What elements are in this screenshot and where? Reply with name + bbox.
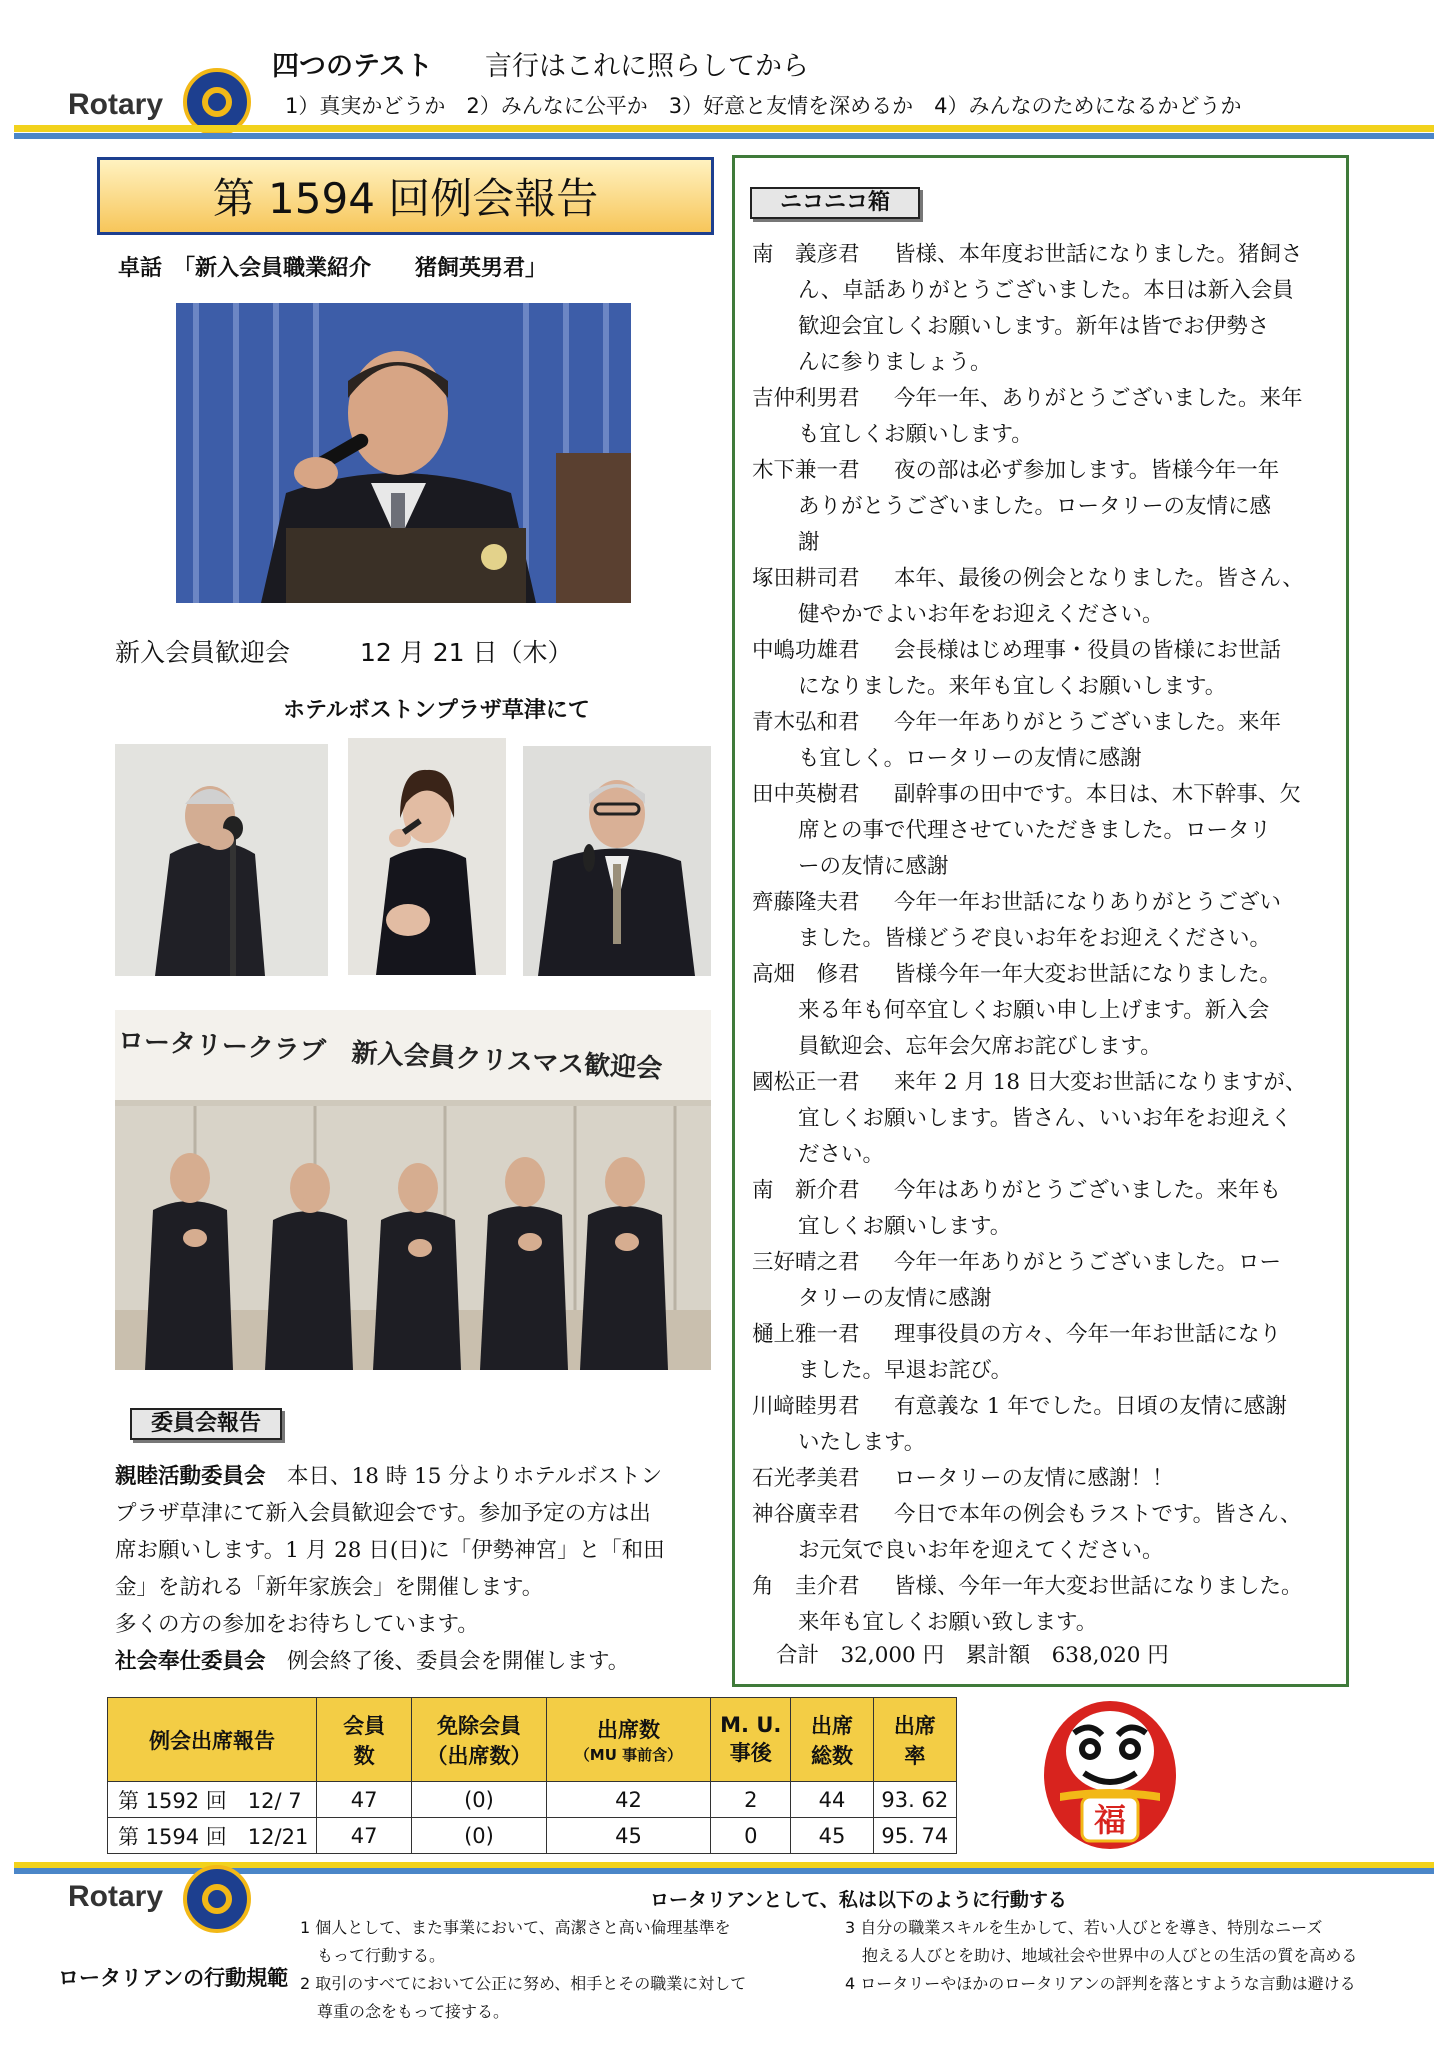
attendance-table [107,1697,957,1854]
code-item-1: 1 個人として、また事業において、高潔さと高い倫理基準を もって行動する。 [300,1918,731,1965]
smile-box-label: ニコニコ箱 [750,187,920,219]
table-cell: 2 [711,1782,791,1818]
smile-entry [752,1569,1342,1641]
four-way-test-items: 1）真実かどうか 2）みんなに公平か 3）好意と友情を深めるか 4）みんなのためになるかどうか [285,94,1242,118]
smile-entry-line: 夜の部は必ず参加します。皆様今年一年 [894,458,1280,483]
table-cell: 93. 62 [873,1782,956,1818]
smile-entry-line: 副幹事の田中です。本日は、木下幹事、欠 [894,782,1301,807]
code-item-3: 3 自分の職業スキルを生かして、若い人びとを導き、特別なニーズ 抱える人びとを助け、地域社会や世界中の人びとの生活の質を高める [845,1918,1358,1965]
event-photo-2 [348,738,506,975]
smile-entry-name: 中嶋功雄君 [752,638,860,663]
smile-entry [752,1317,1342,1389]
daruma-char: 福 [1093,1801,1127,1839]
smile-entry [752,1497,1342,1569]
code-item-4: 4 ロータリーやほかのロータリアンの評判を落とすような言動は避ける [845,1974,1356,1993]
code-of-conduct-title: ロータリアンの行動規範 [58,1966,289,1990]
smile-entry [752,237,1342,381]
attendance-header-mu: M. U. 事後 [711,1698,791,1782]
smile-entry [752,1245,1342,1317]
smile-entry-name: 川﨑睦男君 [752,1394,860,1419]
smile-entry [752,885,1342,957]
smile-entry-name: 樋上雅一君 [752,1322,860,1347]
attendance-header-total: 出席 総数 [791,1698,873,1782]
smile-entry [752,453,1342,561]
banner-text: ロータリークラブ 新入会員クリスマス歓迎会 [117,1025,663,1085]
welcome-date: 12 月 21 日（木） [360,638,573,667]
smile-entry-line: ました。早退お詫び。 [798,1358,1013,1383]
table-row [108,1782,957,1818]
smile-entry-line: ーの友情に感謝 [798,854,949,879]
table-cell: 47 [317,1818,412,1854]
smile-entry-line: 皆様、今年一年大変お世話になりました。 [894,1574,1303,1599]
smile-entry-line: 理事役員の方々、今年一年お世話になり [894,1322,1282,1347]
smile-entry [752,957,1342,1065]
table-cell: 第 1594 回 12/21 [108,1818,317,1854]
table-cell: 42 [546,1782,710,1818]
table-cell: 45 [791,1818,873,1854]
smile-entry-name: 國松正一君 [752,1070,860,1095]
smile-entry-line: 今年一年ありがとうございました。来年 [894,710,1282,735]
smile-entry [752,633,1342,705]
committee-line: 金」を訪れる「新年家族会」を開催します。 [115,1575,544,1600]
smile-entry-name: 高畑 修君 [752,962,860,987]
table-cell: 44 [791,1782,873,1818]
smile-entry-name: 塚田耕司君 [752,566,860,591]
smile-entry [752,1173,1342,1245]
smile-entry-line: ん、卓話ありがとうございました。本日は新入会員 [798,278,1294,303]
header-stripe-yellow [14,125,1434,132]
smile-entry-name: 木下兼一君 [752,458,860,483]
smile-entry-line: 本年、最後の例会となりました。皆さん、 [894,566,1304,591]
rotary-wordmark: Rotary [68,88,164,121]
table-cell: 47 [317,1782,412,1818]
smile-entry-line: 有意義な 1 年でした。日頃の友情に感謝 [894,1394,1287,1419]
smile-entry-line: 席との事で代理させていただきました。ロータリ [798,818,1272,843]
smile-entry [752,381,1342,453]
smile-entry-name: 齊藤隆夫君 [752,890,860,915]
smile-entry-line: 来る年も何卒宜しくお願い申し上げます。新入会 [798,998,1270,1023]
code-item-2: 2 取引のすべてにおいて公正に努め、相手とその職業に対して 尊重の念をもって接する。 [300,1974,747,2021]
committee-line: 多くの方の参加をお待ちしています。 [115,1612,479,1637]
smile-entry-name: 南 新介君 [752,1178,860,1203]
smile-entry [752,561,1342,633]
smile-entry-line: も宜しくお願いします。 [798,422,1033,447]
smile-entry-line: んに参りましょう。 [798,350,992,375]
smile-entry-line: になりました。来年も宜しくお願いします。 [798,674,1227,699]
attendance-header-rate: 出席 率 [873,1698,956,1782]
code-heading: ロータリアンとして、私は以下のように行動する [650,1889,1067,1911]
smile-entry [752,777,1342,885]
smile-entry-line: ださい。 [798,1142,885,1167]
smile-entry-name: 吉仲利男君 [752,386,860,411]
attendance-header-exempt: 免除会員 （出席数） [412,1698,547,1782]
smile-entry-name: 三好晴之君 [752,1250,860,1275]
table-row [108,1818,957,1854]
smile-entry-line: 皆様今年一年大変お世話になりました。 [894,962,1282,987]
smile-entry [752,1461,1342,1497]
smile-entry-line: 歓迎会宜しくお願いします。新年は皆でお伊勢さ [798,314,1270,339]
committee-line: 親睦活動委員会 本日、18 時 15 分よりホテルボストン [115,1464,663,1489]
committee-line: 社会奉仕委員会 例会終了後、委員会を開催します。 [115,1649,630,1674]
footer-rotary-wheel-logo [183,1865,251,1933]
table-cell: (0) [412,1818,547,1854]
smile-entry-line: 今年一年お世話になりありがとうござい [894,890,1282,915]
daruma-illustration [1040,1693,1180,1851]
table-cell: (0) [412,1782,547,1818]
event-photo-3 [523,746,711,976]
smile-entry-name: 南 義彦君 [752,242,860,267]
smile-total: 合計 32,000 円 累計額 638,020 円 [776,1643,1169,1668]
attendance-header-title: 例会出席報告 [108,1698,317,1782]
smile-entry-line: ロータリーの友情に感謝！！ [894,1466,1174,1491]
welcome-event: 新入会員歓迎会 [115,638,291,667]
attendance-header-present: 出席数 （MU 事前含） [546,1698,710,1782]
smile-entry-line: も宜しく。ロータリーの友情に感謝 [798,746,1142,771]
footer-rotary-wordmark: Rotary [68,1880,164,1913]
welcome-place: ホテルボストンプラザ草津にて [283,698,590,723]
table-cell: 第 1592 回 12/ 7 [108,1782,317,1818]
report-title: 第 1594 回例会報告 [97,157,714,235]
attendance-header-row [108,1698,957,1782]
smile-entry-line: 今年一年ありがとうございました。ロー [894,1250,1282,1275]
smile-entry-line: 今日で本年の例会もラストです。皆さん、 [894,1502,1302,1527]
committee-report [115,1458,715,1680]
smile-entry-name: 角 圭介君 [752,1574,860,1599]
smile-entry-name: 石光孝美君 [752,1466,860,1491]
attendance-header-members: 会員 数 [317,1698,412,1782]
smile-entry-line: 会長様はじめ理事・役員の皆様にお世話 [894,638,1282,663]
table-cell: 95. 74 [873,1818,956,1854]
smile-entry [752,1065,1342,1173]
committee-line: 席お願いします。1 月 28 日(日)に「伊勢神宮」と「和田 [115,1538,665,1563]
table-cell: 45 [546,1818,710,1854]
smile-entry-line: 謝 [798,530,820,555]
smile-entry-name: 田中英樹君 [752,782,860,807]
smile-entry-line: 宜しくお願いします。 [798,1214,1012,1239]
smile-entry-line: 員歓迎会、忘年会欠席お詫びします。 [798,1034,1162,1059]
smile-entry-name: 青木弘和君 [752,710,860,735]
committee-label: 委員会報告 [130,1408,282,1440]
smile-entry-line: ありがとうございました。ロータリーの友情に感 [798,494,1272,519]
smile-entry-line: いたします。 [798,1430,926,1455]
table-cell: 0 [711,1818,791,1854]
smile-entry-line: ました。皆様どうぞ良いお年をお迎えください。 [798,926,1272,951]
smile-entry-line: 来年 2 月 18 日大変お世話になりますが、 [894,1070,1307,1095]
smile-entry-line: タリーの友情に感謝 [798,1286,992,1311]
event-photo-1 [115,744,328,976]
smile-entry-line: 宜しくお願いします。皆さん、いいお年をお迎えく [798,1106,1293,1131]
smile-entry-line: 来年も宜しくお願い致します。 [798,1610,1098,1635]
committee-line: プラザ草津にて新入会員歓迎会です。参加予定の方は出 [115,1501,651,1526]
four-way-test-subtitle: 言行はこれに照らしてから [485,51,809,82]
speech-line: 卓話 「新入会員職業紹介 猪飼英男君」 [118,256,548,281]
smile-entry [752,1389,1342,1461]
header-stripe-blue [14,133,1434,139]
smile-entry-name: 神谷廣幸君 [752,1502,860,1527]
smile-entry [752,705,1342,777]
smile-entries [752,237,1342,1641]
smile-entry-line: 皆様、本年度お世話になりました。猪飼さ [894,242,1303,267]
smile-entry-line: 今年はありがとうございました。来年も [894,1178,1282,1203]
smile-entry-line: お元気で良いお年を迎えてください。 [798,1538,1164,1563]
four-way-test-title: 四つのテスト [272,51,433,82]
speaker-photo [176,303,631,603]
group-photo [115,1010,711,1370]
smile-entry-line: 今年一年、ありがとうございました。来年 [894,386,1303,411]
smile-entry-line: 健やかでよいお年をお迎えください。 [798,602,1164,627]
